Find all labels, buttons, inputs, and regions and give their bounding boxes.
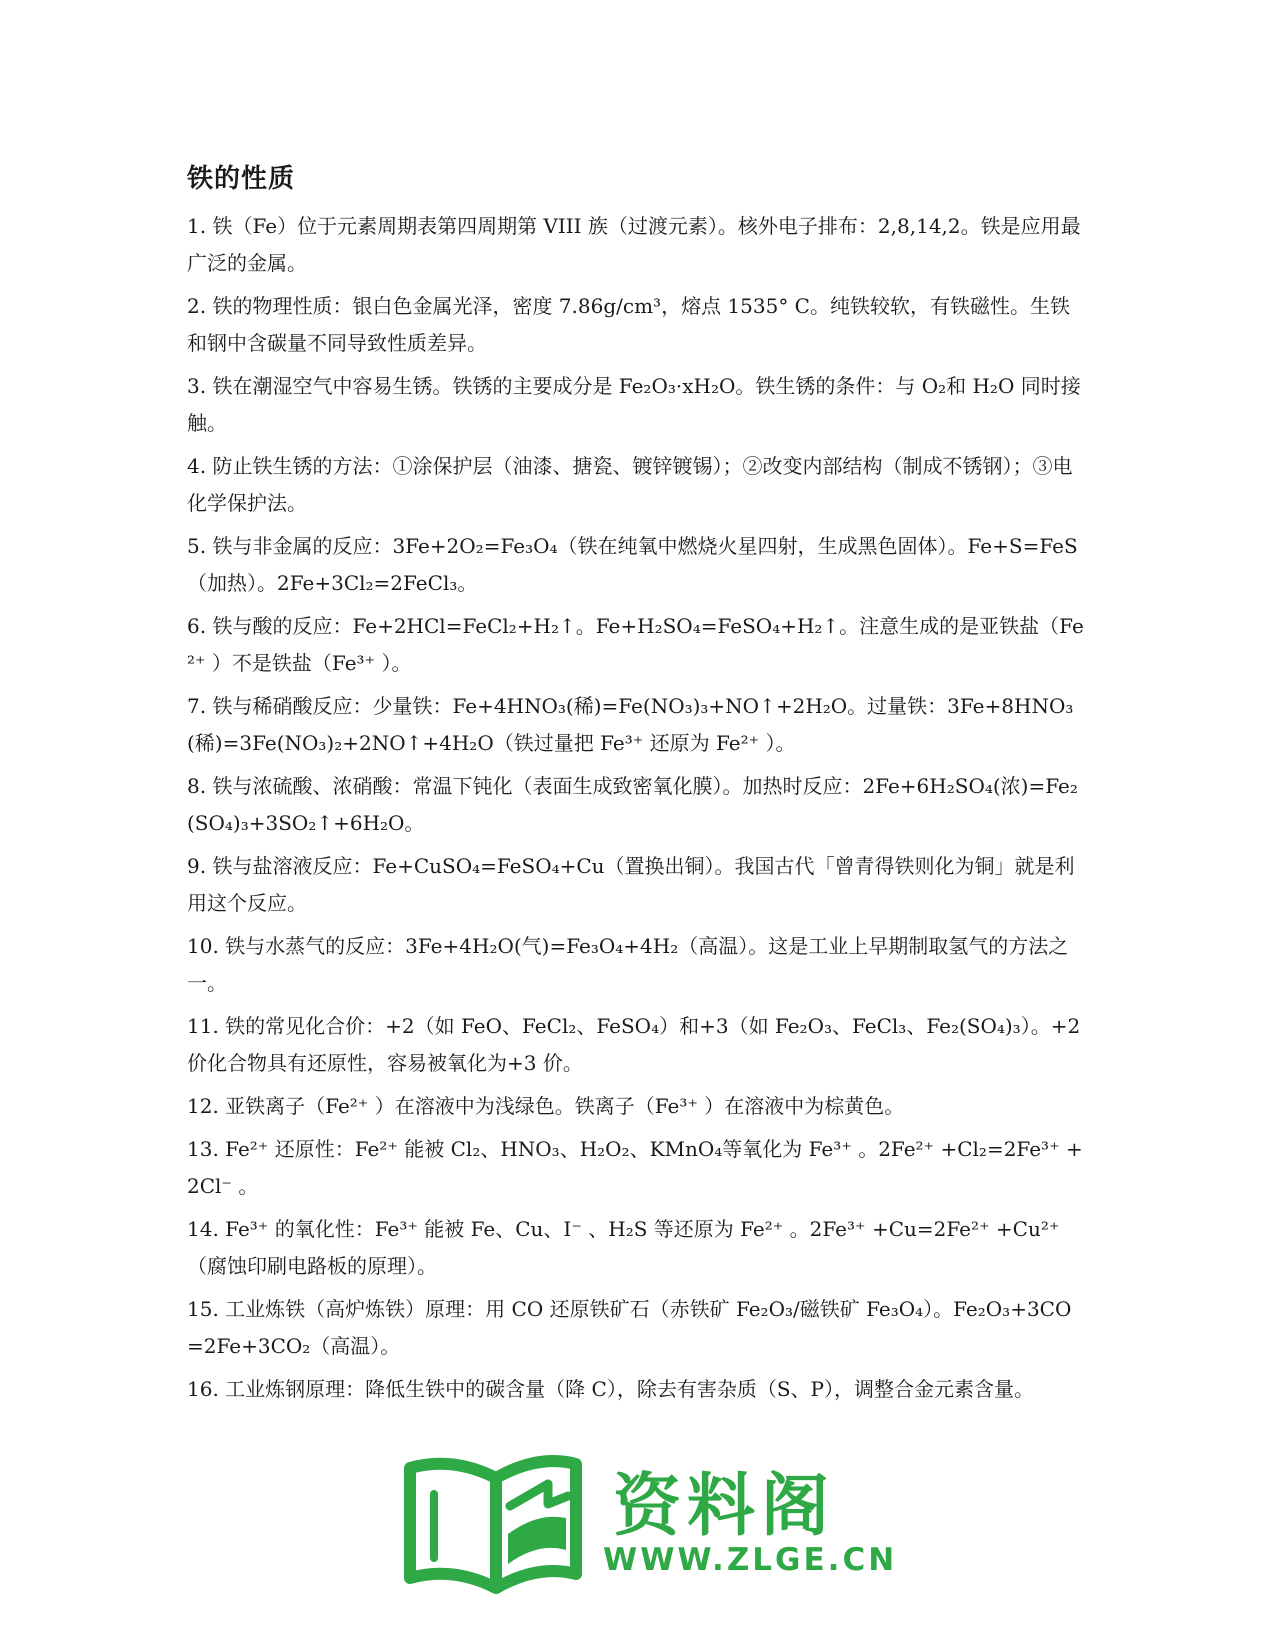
item-text: 铁与水蒸气的反应：3Fe+4H₂O(气)=Fe₃O₄+4H₂（高温）。这是工业上早期制取氢气的方法之一。: [187, 934, 1069, 995]
item-number: 8.: [187, 774, 213, 798]
list-item: [187, 928, 1087, 1002]
item-text: 铁的物理性质：银白色金属光泽，密度 7.86g/cm³，熔点 1535° C。纯铁较软，有铁磁性。生铁和钢中含碳量不同导致性质差异。: [187, 294, 1070, 355]
item-text: 铁与浓硫酸、浓硝酸：常温下钝化（表面生成致密氧化膜）。加热时反应：2Fe+6H₂SO₄(浓)=Fe₂(SO₄)₃+3SO₂↑+6H₂O。: [187, 774, 1078, 835]
item-text: 铁与盐溶液反应：Fe+CuSO₄=FeSO₄+Cu（置换出铜）。我国古代「曾青得铁则化为铜」就是利用这个反应。: [187, 854, 1075, 915]
list-item: [187, 288, 1087, 362]
item-list: [187, 208, 1087, 1414]
list-item: [187, 848, 1087, 922]
document-title: 铁的性质: [187, 164, 296, 194]
item-number: 10.: [187, 934, 226, 958]
item-number: 15.: [187, 1297, 226, 1321]
item-number: 11.: [187, 1014, 226, 1038]
list-item: [187, 1291, 1087, 1365]
item-text: 铁的常见化合价：+2（如 FeO、FeCl₂、FeSO₄）和+3（如 Fe₂O₃、FeCl₃、Fe₂(SO₄)₃）。+2 价化合物具有还原性，容易被氧化为+3 价。: [187, 1014, 1087, 1075]
list-item: [187, 1211, 1087, 1285]
item-number: 16.: [187, 1377, 226, 1401]
item-number: 7.: [187, 694, 213, 718]
watermark-name: 资料阁: [613, 1467, 836, 1546]
item-text: 防止铁生锈的方法：①涂保护层（油漆、搪瓷、镀锌镀锡）；②改变内部结构（制成不锈钢）；③电化学保护法。: [187, 454, 1073, 515]
item-number: 4.: [187, 454, 213, 478]
item-number: 14.: [187, 1217, 226, 1241]
item-number: 6.: [187, 614, 213, 638]
item-text: Fe²⁺ 还原性：Fe²⁺ 能被 Cl₂、HNO₃、H₂O₂、KMnO₄等氧化为 Fe³⁺ 。2Fe²⁺ +Cl₂=2Fe³⁺ +2Cl⁻ 。: [187, 1137, 1083, 1198]
list-item: [187, 528, 1087, 602]
item-number: 13.: [187, 1137, 226, 1161]
item-text: 铁在潮湿空气中容易生锈。铁锈的主要成分是 Fe₂O₃·xH₂O。铁生锈的条件：与 O₂和 H₂O 同时接触。: [187, 374, 1081, 435]
item-text: 亚铁离子（Fe²⁺ ）在溶液中为浅绿色。铁离子（Fe³⁺ ）在溶液中为棕黄色。: [225, 1094, 905, 1118]
item-number: 12.: [187, 1094, 226, 1118]
list-item: [187, 1131, 1087, 1205]
item-number: 2.: [187, 294, 213, 318]
item-text: 工业炼铁（高炉炼铁）原理：用 CO 还原铁矿石（赤铁矿 Fe₂O₃/磁铁矿 Fe₃O₄）。Fe₂O₃+3CO=2Fe+3CO₂（高温）。: [187, 1297, 1072, 1358]
list-item: [187, 768, 1087, 842]
list-item: [187, 1008, 1087, 1082]
item-text: 铁与稀硝酸反应：少量铁：Fe+4HNO₃(稀)=Fe(NO₃)₃+NO↑+2H₂O。过量铁：3Fe+8HNO₃(稀)=3Fe(NO₃)₂+2NO↑+4H₂O（铁过量把 Fe³⁺ 还原为 Fe²⁺ ）。: [187, 694, 1074, 755]
item-text: 铁与酸的反应：Fe+2HCl=FeCl₂+H₂↑。Fe+H₂SO₄=FeSO₄+H₂↑。注意生成的是亚铁盐（Fe²⁺ ）不是铁盐（Fe³⁺ ）。: [187, 614, 1084, 675]
item-number: 3.: [187, 374, 213, 398]
watermark-url: WWW.ZLGE.CN: [603, 1542, 898, 1578]
list-item: [187, 1088, 1087, 1125]
list-item: [187, 208, 1087, 282]
item-number: 1.: [187, 214, 213, 238]
list-item: [187, 688, 1087, 762]
item-number: 9.: [187, 854, 213, 878]
list-item: [187, 368, 1087, 442]
item-number: 5.: [187, 534, 213, 558]
list-item: [187, 608, 1087, 682]
item-text: 工业炼钢原理：降低生铁中的碳含量（降 C），除去有害杂质（S、P），调整合金元素含量。: [225, 1377, 1034, 1401]
open-book-icon: [398, 1446, 598, 1596]
list-item: [187, 1371, 1087, 1408]
item-text: 铁与非金属的反应：3Fe+2O₂=Fe₃O₄（铁在纯氧中燃烧火星四射，生成黑色固体）。Fe+S=FeS（加热）。2Fe+3Cl₂=2FeCl₃。: [187, 534, 1078, 595]
item-text: 铁（Fe）位于元素周期表第四周期第 VIII 族（过渡元素）。核外电子排布：2,8,14,2。铁是应用最广泛的金属。: [187, 214, 1081, 275]
watermark-logo: [398, 1446, 898, 1596]
list-item: [187, 448, 1087, 522]
item-text: Fe³⁺ 的氧化性：Fe³⁺ 能被 Fe、Cu、I⁻ 、H₂S 等还原为 Fe²⁺ 。2Fe³⁺ +Cu=2Fe²⁺ +Cu²⁺ （腐蚀印刷电路板的原理）。: [187, 1217, 1066, 1278]
